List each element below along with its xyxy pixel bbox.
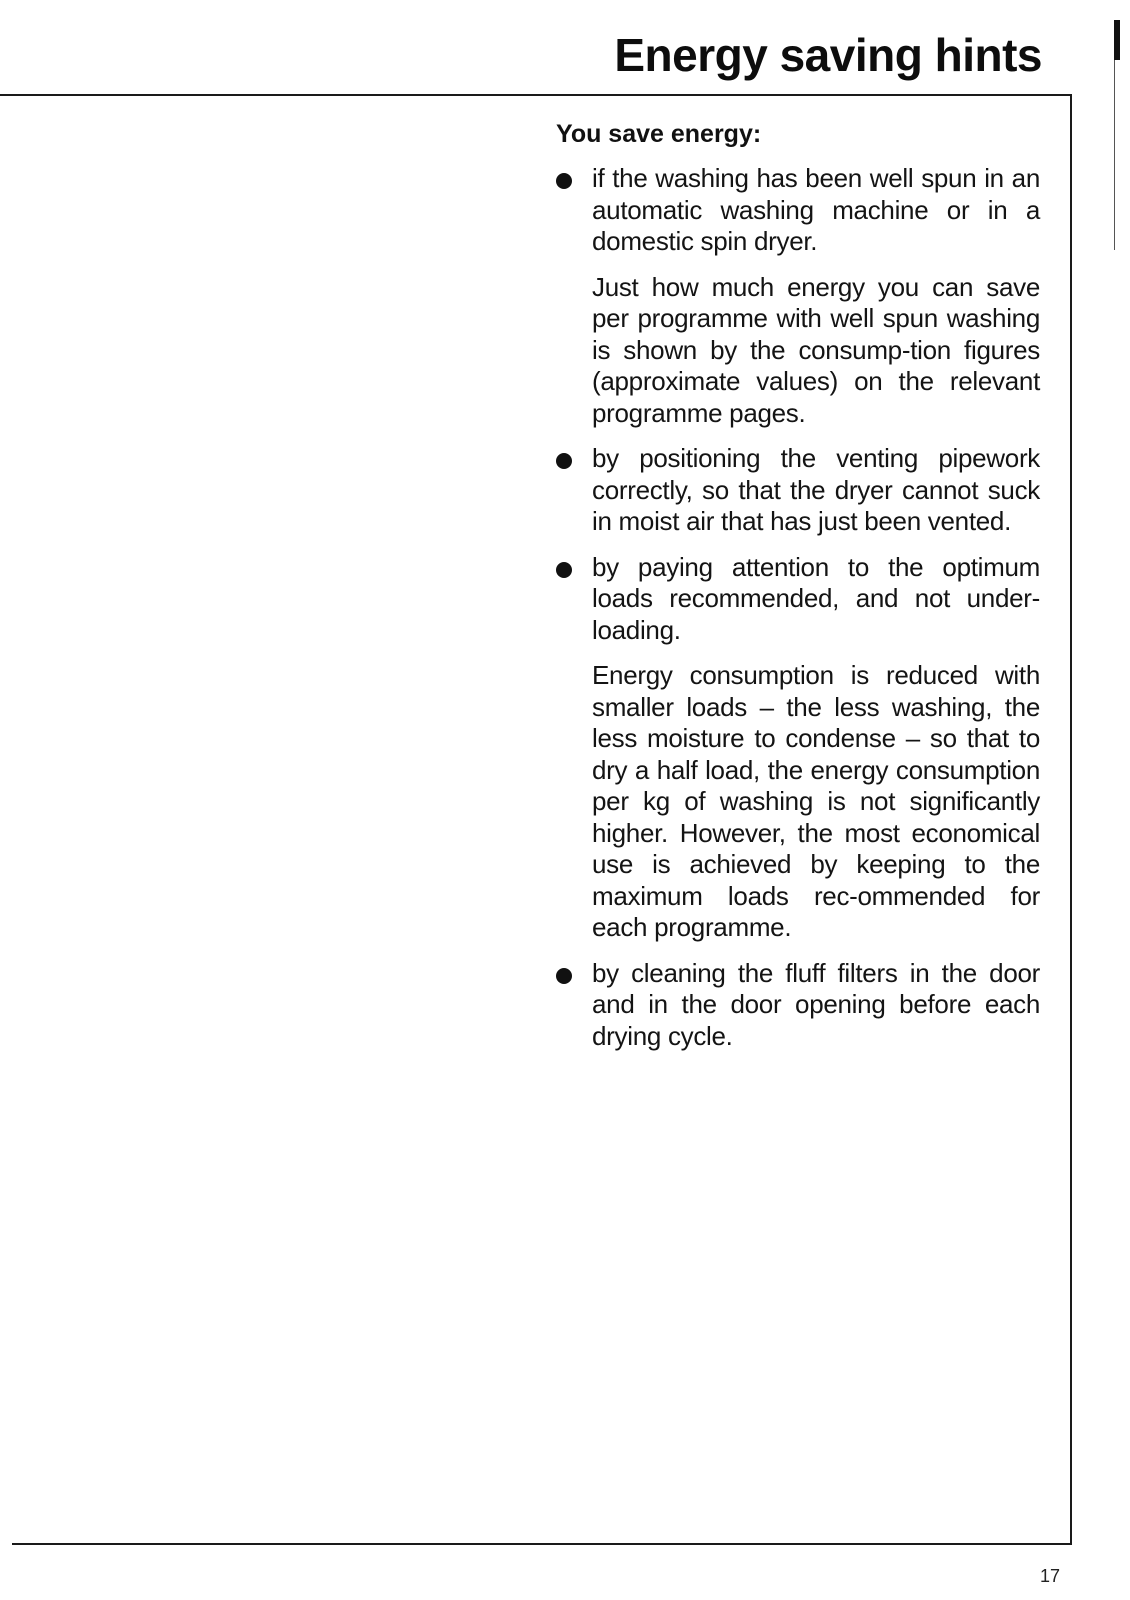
- side-rule: [1070, 94, 1072, 1544]
- page-title: Energy saving hints: [614, 29, 1042, 81]
- hint-text: if the washing has been well spun in an automatic washing machine or in a domestic spin dryer.: [592, 163, 1040, 256]
- hint-text: by cleaning the fluff filters in the door and in the door opening before each drying cycle.: [592, 957, 1040, 1051]
- bullet-icon: [556, 173, 572, 189]
- hint-well-spun: [556, 163, 1040, 429]
- bullet-icon: [556, 562, 572, 578]
- hint-text: by positioning the venting pipework correctly, so that the dryer cannot suck in moist air that has just been vented.: [592, 443, 1040, 536]
- hint-venting: [556, 443, 1040, 538]
- page-number: 17: [1040, 1566, 1061, 1586]
- hints-section: [556, 120, 1040, 1066]
- section-heading: You save energy:: [556, 120, 762, 148]
- hint-text: by paying attention to the optimum loads recommended, and not under-loading.: [592, 551, 1040, 645]
- header-rule: [0, 94, 1072, 96]
- footer-rule: [12, 1543, 1072, 1545]
- bullet-icon: [556, 968, 572, 984]
- hint-detail: Energy consumption is reduced with smaller loads – the less washing, the less moisture to condense – so that to dry a half load, the energy consumption per kg of washing is not significantly higher. However, the most economical use is achieved by keeping to the maximum loads rec-ommended for each programme.: [592, 660, 1040, 942]
- edge-line: [1114, 60, 1115, 250]
- hint-fluff-filters: [556, 958, 1040, 1053]
- hint-optimum-loads: [556, 552, 1040, 944]
- edge-mark: [1114, 20, 1120, 60]
- bullet-icon: [556, 453, 572, 469]
- hint-detail: Just how much energy you can save per programme with well spun washing is shown by the consump-tion figures (approximate values) on the relevant programme pages.: [592, 271, 1040, 428]
